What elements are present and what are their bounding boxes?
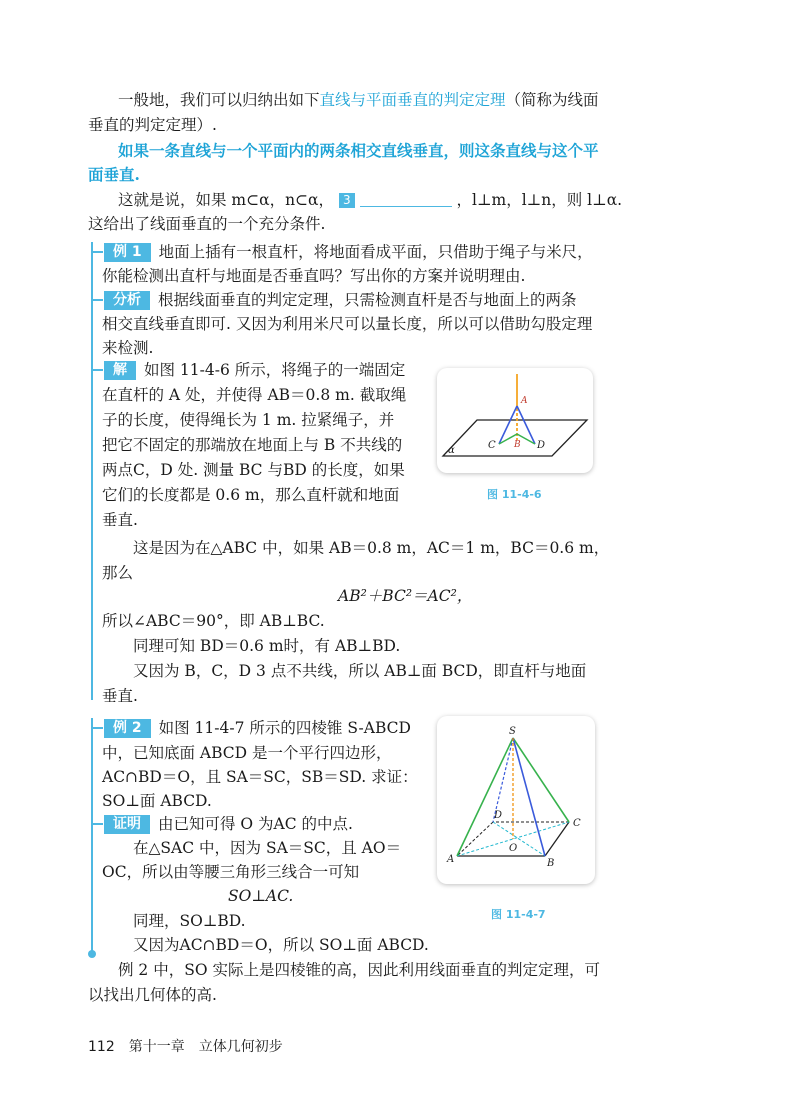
- example1-line-1: [104, 242, 593, 262]
- label-a: A: [521, 396, 528, 406]
- so-line: 所以∠ABC＝90°，即 AB⊥BC.: [102, 612, 325, 630]
- analysis-line-1: [104, 290, 577, 310]
- proof-line-3: OC，所以由等腰三角形三线合一可知: [102, 863, 360, 881]
- chapter-title: 第十一章 立体几何初步: [128, 1039, 283, 1055]
- solution-line-7: 垂直.: [102, 511, 138, 529]
- page-footer: [88, 1036, 283, 1056]
- label-d: D: [494, 810, 503, 821]
- label-c: C: [573, 818, 581, 829]
- solution-tick: [91, 369, 103, 371]
- figure-11-4-6-diagram: [437, 368, 593, 473]
- label-d: D: [537, 440, 546, 451]
- proof-line-6: 又因为AC∩BD＝O，所以 SO⊥面 ABCD.: [133, 936, 429, 954]
- solution-text: 如图 11-4-6 所示，将绳子的一端固定: [144, 361, 406, 379]
- page-number: 112: [88, 1039, 115, 1055]
- example1-tag: 例 1: [104, 243, 151, 262]
- solution-line-6: 它们的长度都是 0.6 m，那么直杆就和地面: [102, 486, 400, 504]
- symbolic-text-b: ，l⊥m，l⊥n，则 l⊥α.: [456, 191, 623, 209]
- example2-end-dot: [88, 950, 96, 958]
- example1-text: 地面上插有一根直杆，将地面看成平面，只借助于绳子与米尺，: [158, 243, 593, 261]
- symbolic-line-1: [118, 190, 622, 210]
- solution-tag: 解: [104, 361, 136, 380]
- example2-tag: 例 2: [104, 719, 151, 738]
- symbolic-text-a: 这就是说，如果 m⊂α，n⊂α，: [118, 191, 335, 209]
- proof-tick: [91, 823, 103, 825]
- edge-sa: [457, 738, 513, 856]
- label-b: B: [514, 440, 521, 450]
- label-a: A: [447, 854, 455, 865]
- same-line: 同理可知 BD＝0.6 m时，有 AB⊥BD.: [133, 637, 401, 655]
- proof-line-4: SO⊥AC.: [228, 887, 294, 905]
- example2-bar: [91, 718, 93, 953]
- closing-line-1: 例 2 中，SO 实际上是四棱锥的高，因此利用线面垂直的判定定理，可: [118, 961, 600, 979]
- solution-line-3: 子的长度，使得绳长为 1 m. 拉紧绳子，并: [102, 411, 395, 429]
- example2-line-4: SO⊥面 ABCD.: [102, 792, 212, 810]
- analysis-tag: 分析: [104, 291, 150, 310]
- solution-line-1: [104, 360, 405, 380]
- example2-tick: [91, 727, 103, 729]
- intro-line-2: 垂直的判定定理）.: [88, 116, 217, 134]
- plane-alpha: [443, 420, 587, 456]
- label-b: B: [547, 858, 555, 869]
- reason-line-2: 那么: [102, 564, 134, 582]
- solution-line-5: 两点C，D 处. 测量 BC 与BD 的长度，如果: [102, 461, 405, 479]
- proof-line-1: [104, 814, 353, 834]
- question-number-badge: 3: [339, 193, 355, 208]
- example1-bar: [91, 242, 93, 700]
- intro-text-b: （简称为线面: [505, 91, 599, 109]
- figure-11-4-7-caption: 图 11-4-7: [491, 908, 546, 921]
- edge-sb: [513, 738, 545, 856]
- closing-line-2: 以找出几何体的高.: [88, 986, 217, 1004]
- proof-text: 由已知可得 O 为AC 的中点.: [158, 815, 353, 833]
- example2-line-2: 中，已知底面 ABCD 是一个平行四边形，: [102, 744, 392, 762]
- theorem-line-1: 如果一条直线与一个平面内的两条相交直线垂直，则这条直线与这个平: [118, 141, 599, 160]
- fill-in-blank[interactable]: [360, 192, 452, 207]
- analysis-text: 根据线面垂直的判定定理，只需检测直杆是否与地面上的两条: [158, 291, 577, 309]
- edge-sc: [513, 738, 569, 822]
- intro-line-1: [118, 90, 599, 110]
- proof-line-2: 在△SAC 中，因为 SA＝SC，且 AO＝: [133, 839, 402, 857]
- analysis-line-3: 来检测.: [102, 339, 154, 357]
- solution-line-4: 把它不固定的那端放在地面上与 B 不共线的: [102, 436, 403, 454]
- example1-line-2: 你能检测出直杆与地面是否垂直吗？写出你的方案并说明理由.: [102, 267, 526, 285]
- pythagorean-equation: AB²＋BC²＝AC²，: [338, 587, 473, 605]
- theorem-line-2: 面垂直.: [88, 165, 140, 184]
- again-line-1: 又因为 B，C，D 3 点不共线，所以 AB⊥面 BCD，即直杆与地面: [133, 662, 587, 680]
- label-s: S: [509, 726, 516, 737]
- intro-text: 一般地，我们可以归纳出如下: [118, 91, 320, 109]
- figure-11-4-7: [437, 716, 595, 884]
- analysis-tick: [91, 299, 103, 301]
- theorem-term: 直线与平面垂直的判定定理: [319, 91, 506, 109]
- figure-11-4-6: [437, 368, 593, 473]
- proof-line-5: 同理，SO⊥BD.: [133, 912, 246, 930]
- symbolic-line-2: 这给出了线面垂直的一个充分条件.: [88, 215, 326, 233]
- label-alpha: α: [448, 445, 455, 456]
- proof-tag: 证明: [104, 815, 150, 834]
- example2-line-1: [104, 718, 411, 738]
- label-o: O: [509, 843, 518, 854]
- example2-line-3: AC∩BD＝O，且 SA＝SC，SB＝SD. 求证：: [102, 768, 418, 786]
- example1-tick: [91, 251, 103, 253]
- label-c: C: [488, 440, 496, 451]
- edge-da: [457, 822, 493, 856]
- example2-text: 如图 11-4-7 所示的四棱锥 S-ABCD: [158, 719, 411, 737]
- reason-line-1: 这是因为在△ABC 中，如果 AB＝0.8 m，AC＝1 m，BC＝0.6 m，: [133, 539, 610, 557]
- figure-11-4-7-diagram: [437, 716, 595, 884]
- again-line-2: 垂直.: [102, 687, 138, 705]
- solution-line-2: 在直杆的 A 处，并使得 AB＝0.8 m. 截取绳: [102, 386, 407, 404]
- analysis-line-2: 相交直线垂直即可. 又因为利用米尺可以量长度，所以可以借助勾股定理: [102, 315, 593, 333]
- edge-bc: [545, 822, 569, 856]
- figure-11-4-6-caption: 图 11-4-6: [487, 488, 542, 501]
